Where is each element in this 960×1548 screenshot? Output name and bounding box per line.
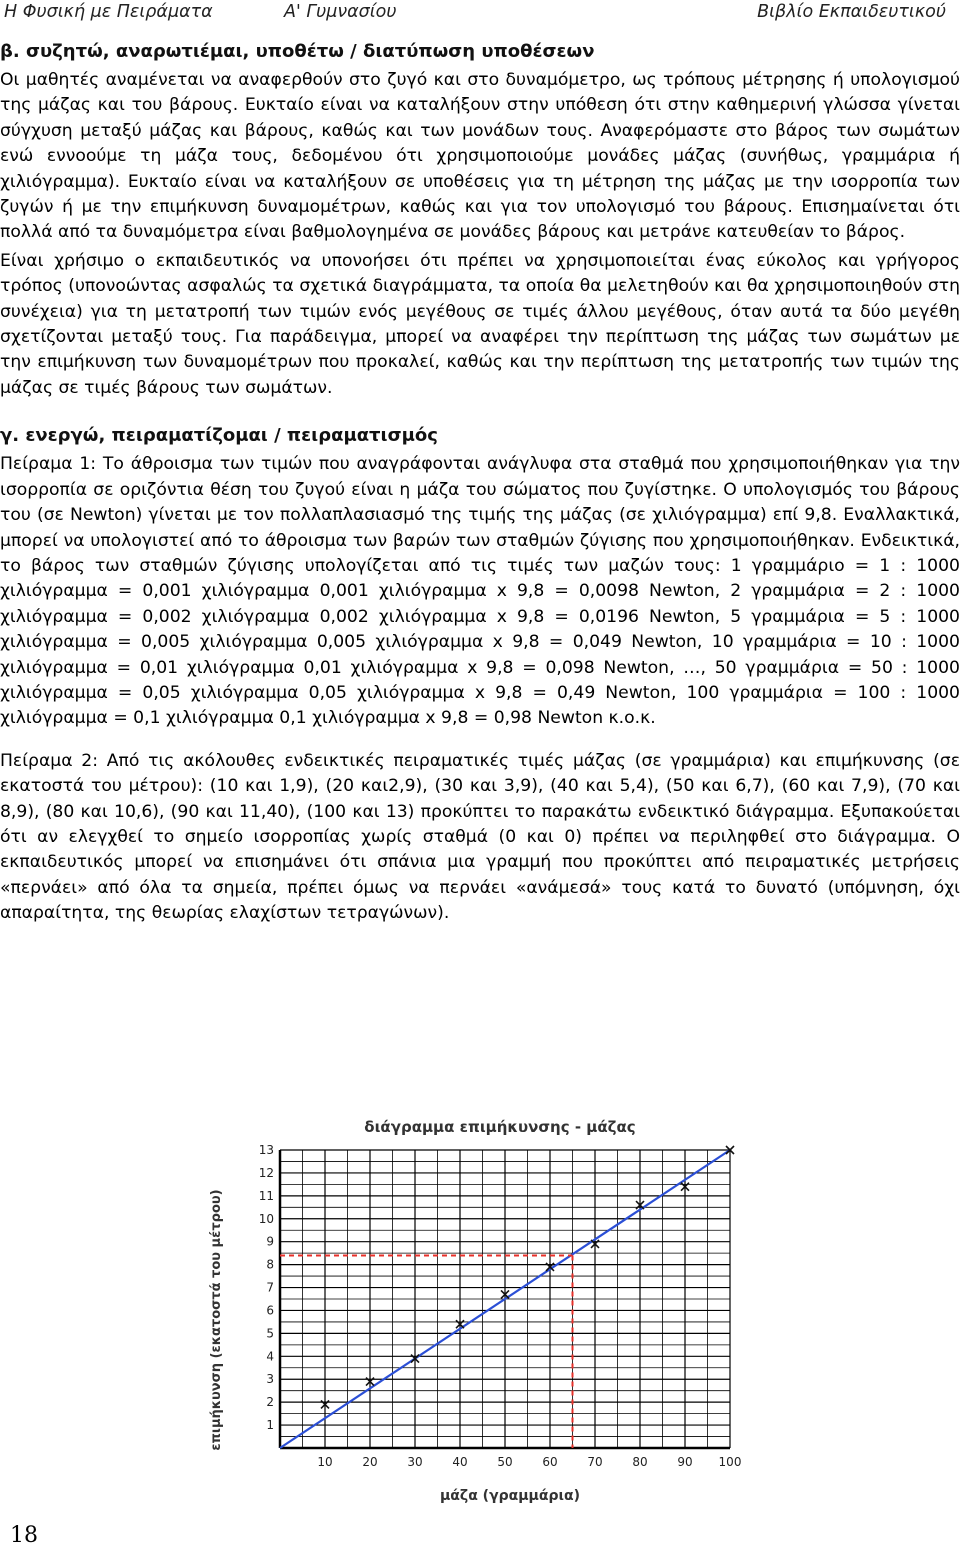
chart-tick-labels	[259, 1143, 742, 1469]
y-tick-label: 11	[258, 1188, 274, 1203]
x-tick-label: 80	[632, 1455, 648, 1469]
section-c-title: γ. ενεργώ, πειραματίζομαι / πειραματισμός	[0, 425, 438, 447]
y-tick-label: 12	[258, 1165, 274, 1180]
experiment-1-paragraph: Πείραμα 1: Το άθροισμα των τιμών που αναγράφονται ανάγλυφα στα σταθμά που χρησιμοποιήθηκαν για την ισορροπία σε οριζόντια θέση του ζυγού είναι η μάζα του σώματος που ζυγίστηκε. Ο υπολογισμός του βάρους του (σε Newton) γίνεται με τον πολλαπλασιασμό της τιμής της μάζας (σε χιλιόγραμμα) επί 9,8. Εναλλακτικά, μπορεί να υπολογιστεί από το άθροισμα των βαρών των σταθμών ζύγισης που χρησιμοποιήθηκαν. Ενδεικτικά, το βάρος των σταθμών ζύγισης υπολογίζεται από τις τιμές των μαζών τους: 1 γραμμάριο = 1 : 1000 χιλιόγραμμα = 0,001 χιλιόγραμμα 0,001 χιλιόγραμμα x 9,8 = 0,0098 Newton, 2 γραμμάρια = 2 : 1000 χιλιόγραμμα = 0,002 χιλιόγραμμα 0,002 χιλιόγραμμα x 9,8 = 0,0196 Newton, 5 γραμμάρια = 5 : 1000 χιλιόγραμμα = 0,005 χιλιόγραμμα 0,005 χιλιόγραμμα x 9,8 = 0,049 Newton, 10 γραμμάρια = 10 : 1000 χιλιόγραμμα = 0,01 χιλιόγραμμα 0,01 χιλιόγραμμα x 9,8 = 0,098 Newton, …, 50 γραμμάρια = 50 : 1000 χιλιόγραμμα = 0,05 χιλιόγραμμα 0,05 χιλιόγραμμα x 9,8 = 0,49 Newton, 100 γραμμάρια = 100 : 1000 χιλιόγραμμα = 0,1 χιλιόγραμμα 0,1 χιλιόγραμμα x 9,8 = 0,98 Newton κ.ο.κ.	[0, 454, 960, 729]
y-tick-label: 1	[266, 1418, 274, 1433]
y-tick-label: 2	[266, 1395, 274, 1410]
y-tick-label: 7	[266, 1280, 274, 1295]
header-book-type: Βιβλίο Εκπαιδευτικού	[757, 2, 946, 22]
x-tick-label: 30	[407, 1455, 423, 1469]
header-book-title: Η Φυσική με Πειράματα	[4, 2, 213, 22]
x-tick-label: 40	[452, 1455, 468, 1469]
page-number: 18	[10, 1523, 38, 1548]
x-tick-label: 10	[317, 1455, 333, 1469]
y-tick-label: 9	[266, 1234, 274, 1249]
section-b-title: β. συζητώ, αναρωτιέμαι, υποθέτω / διατύπωση υποθέσεων	[0, 41, 595, 62]
y-tick-label: 8	[266, 1257, 274, 1272]
chart-x-axis-label: μάζα (γραμμάρια)	[440, 1488, 580, 1504]
y-tick-label: 6	[266, 1303, 274, 1318]
header-grade: Α' Γυμνασίου	[284, 2, 397, 22]
x-tick-label: 100	[718, 1455, 742, 1469]
extension-mass-chart	[200, 1110, 780, 1505]
section-b-paragraph-2: Είναι χρήσιμο ο εκπαιδευτικός να υπονοήσει ότι πρέπει να χρησιμοποιείται ένας εύκολος και γρήγορος τρόπος (υπονοώντας ασφαλώς τα σχετικά διαγράμματα, τα οποία θα μελετηθούν και θα χρησιμοποιηθούν στη συνέχεια) για τη μετατροπή των τιμών ενός μεγέθους σε τιμές άλλου μεγέθους, όταν αυτά τα δύο μεγέθη σχετίζονται μεταξύ τους. Για παράδειγμα, μπορεί να αναφέρει την περίπτωση της μάζας των σωμάτων με την επιμήκυνση των δυναμομέτρων που προκαλεί, καθώς και την περίπτωση της μετατροπής των τιμών της μάζας σε τιμές βάρους των σωμάτων.	[0, 250, 960, 398]
y-tick-label: 10	[258, 1211, 274, 1226]
page-header	[4, 2, 946, 28]
x-tick-label: 60	[542, 1455, 558, 1469]
x-tick-label: 90	[677, 1455, 693, 1469]
experiment-2-paragraph: Πείραμα 2: Από τις ακόλουθες ενδεικτικές πειραματικές τιμές μάζας (σε γραμμάρια) και επιμήκυνσης (σε εκατοστά του μέτρου): (10 και 1,9), (20 και2,9), (30 και 3,9), (40 και 5,4), (50 και 6,7), (60 και 7,9), (70 και 8,9), (80 και 10,6), (90 και 11,40), (100 και 13) προκύπτει το παρακάτω ενδεικτικό διάγραμμα. Εξυπακούεται ότι αν ελεγχθεί το σημείο ισορροπίας χωρίς σταθμά (0 και 0) πρέπει να περιληφθεί στο διάγραμμα. Ο εκπαιδευτικός μπορεί να επισημάνει ότι σπάνια μια γραμμή που προκύπτει από πειραματικές μετρήσεις «περνάει» από όλα τα σημεία, πρέπει όμως να περνάει «ανάμεσά» τους κατά το δυνατό (υπόμνηση, όχι απαραίτητα, της θεωρίας ελαχίστων τετραγώνων).	[0, 750, 960, 924]
chart-title: διάγραμμα επιμήκυνσης - μάζας	[364, 1118, 636, 1136]
y-tick-label: 4	[266, 1349, 274, 1364]
y-tick-label: 3	[266, 1372, 274, 1387]
section-b-paragraph-1: Οι μαθητές αναμένεται να αναφερθούν στο ζυγό και στο δυναμόμετρο, ως τρόπους μέτρησης ή υπολογισμού της μάζας και του βάρους. Ευκταίο είναι να καταλήξουν στην υπόθεση ότι στην καθημερινή γλώσσα γίνεται σύγχυση μεταξύ μάζας και βάρους, καθώς και των μονάδων τους. Αναφερόμαστε στο βάρος των σωμάτων ενώ εννοούμε τη μάζα τους, δεδομένου ότι χρησιμοποιούμε μονάδες μάζας (συνήθως, γραμμάρια ή χιλιόγραμμα). Ευκταίο είναι να καταλήξουν σε υποθέσεις για τη μέτρηση της μάζας με την ισορροπία των ζυγών ή με την επιμήκυνση δυναμομέτρων, καθώς και για τον υπολογισμό του βάρους. Επισημαίνεται ότι πολλά από τα δυναμόμετρα είναι βαθμολογημένα σε μονάδες βάρους και μετράνε κατευθείαν το βάρος.	[0, 70, 960, 243]
page-content	[0, 34, 960, 930]
x-tick-label: 70	[587, 1455, 603, 1469]
chart-y-axis-label: επιμήκυνση (εκατοστά του μέτρου)	[209, 1189, 224, 1451]
y-tick-label: 13	[258, 1143, 274, 1157]
y-tick-label: 5	[266, 1326, 274, 1341]
x-tick-label: 50	[497, 1455, 513, 1469]
x-tick-label: 20	[362, 1455, 378, 1469]
chart-svg	[200, 1110, 780, 1505]
